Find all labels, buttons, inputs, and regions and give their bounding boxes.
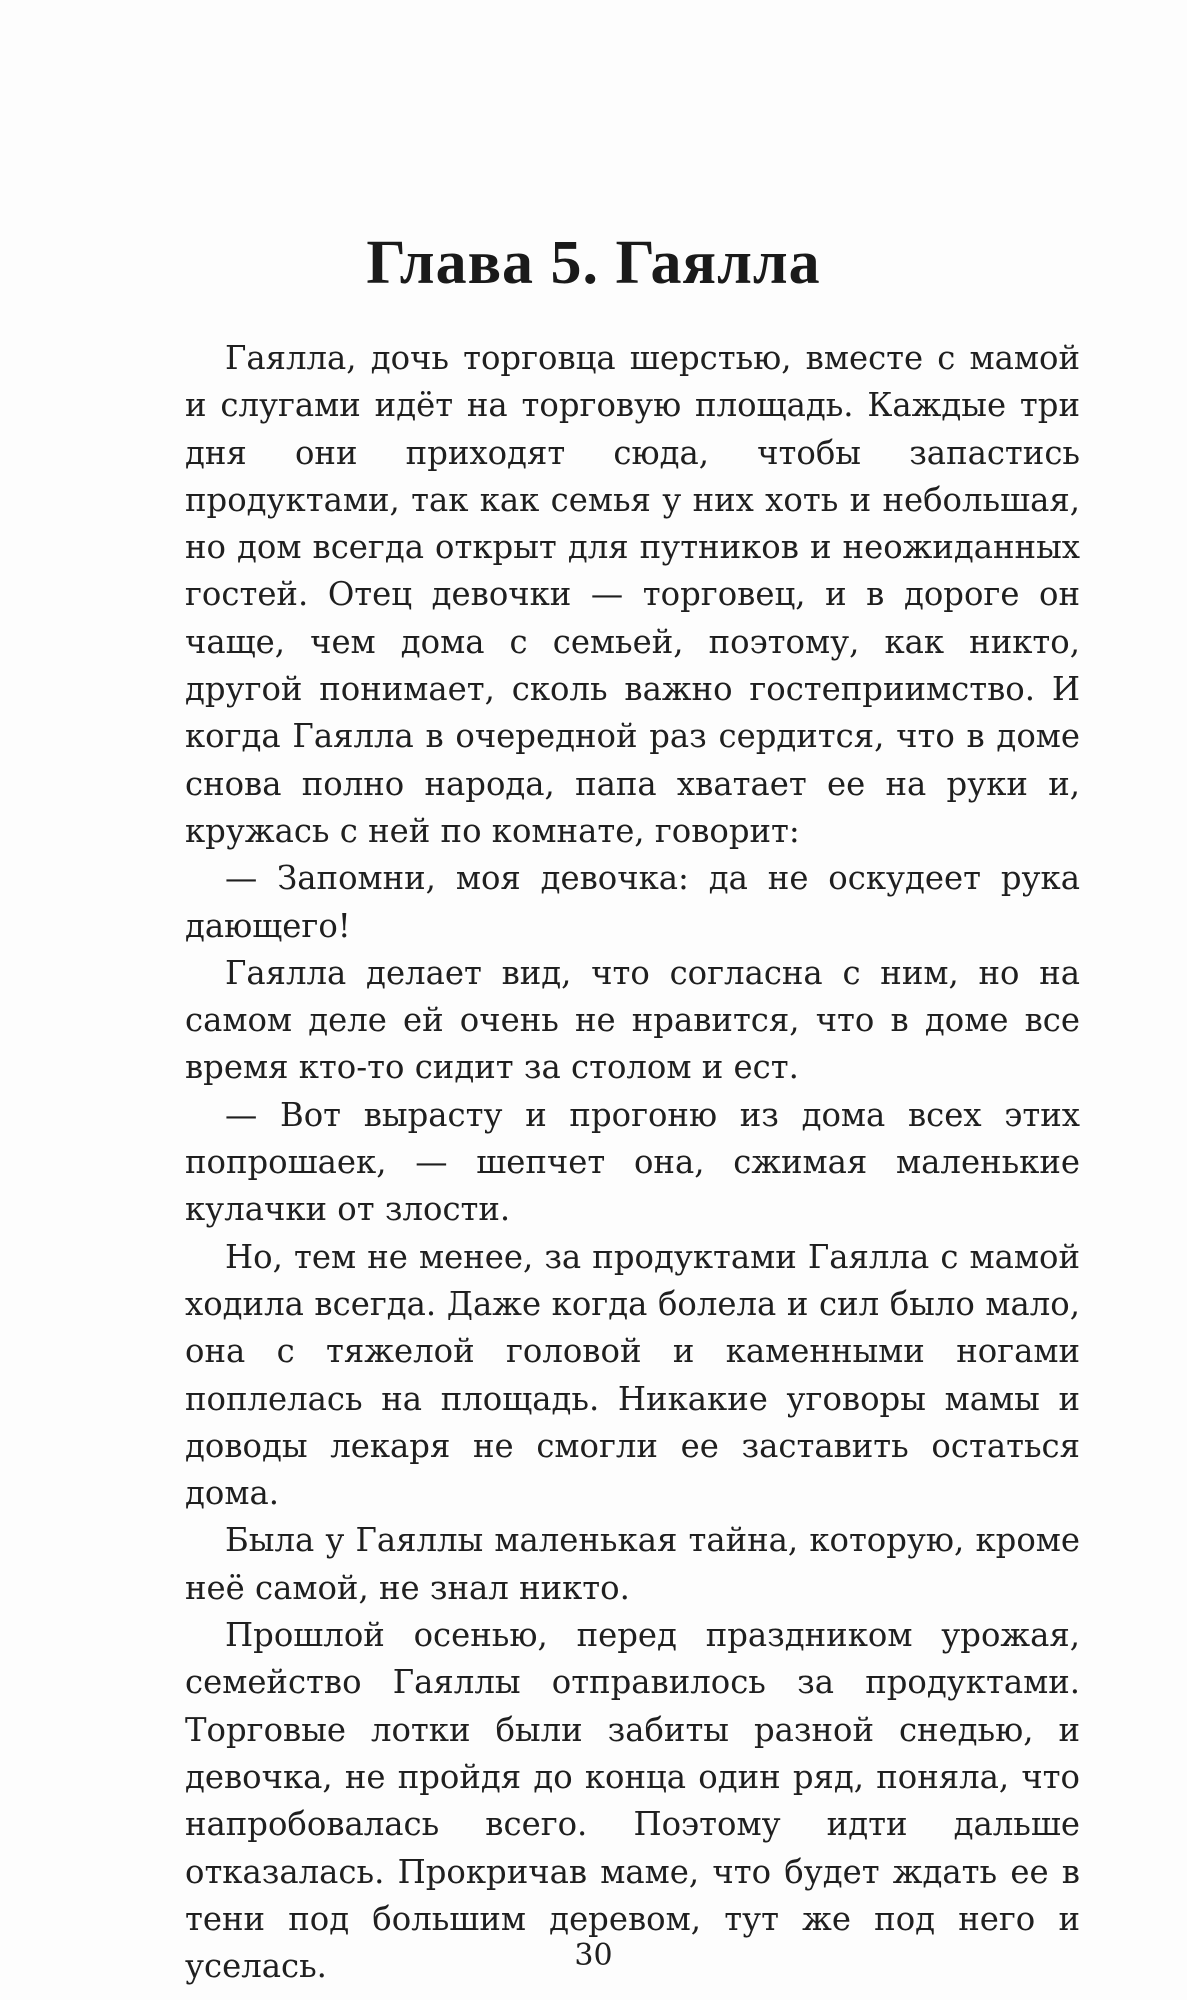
paragraph: — Запомни, моя девочка: да не оскудеет рука дающего! — [185, 859, 1080, 945]
paragraph: Гаялла делает вид, что согласна с ним, но на самом деле ей очень не нравится, что в доме все время кто-то сидит за столом и ест. — [185, 953, 1080, 1087]
paragraph: — Вот вырасту и прогоню из дома всех этих попрошаек, — шепчет она, сжимая маленькие кулачки от злости. — [185, 1095, 1080, 1229]
page-number: 30 — [574, 1938, 613, 1973]
chapter-body — [185, 335, 1080, 1990]
paragraph: Была у Гаяллы маленькая тайна, которую, кроме неё самой, не знал никто. — [185, 1521, 1080, 1607]
paragraph: Гаялла, дочь торговца шерстью, вместе с мамой и слугами идёт на торговую площадь. Каждые три дня они приходят сюда, чтобы запастись продуктами, так как семья у них хоть и небольшая, но дом всегда открыт для путников и неожиданных гостей. Отец девочки — торговец, и в дороге он чаще, чем дома с семьей, поэтому, как никто, другой понимает, сколь важно гостеприимство. И когда Гаялла в очередной раз сердится, что в доме снова полно народа, папа хватает ее на руки и, кружась с ней по комнате, говорит: — [185, 339, 1080, 850]
paragraph: Прошлой осенью, перед праздником урожая, семейство Гаяллы отправилось за продуктами. Торговые лотки были забиты разной снедью, и девочка, не пройдя до конца один ряд, поняла, что напробовалась всего. Поэтому идти дальше отказалась. Прокричав маме, что будет ждать ее в тени под большим деревом, тут же под него и уселась. — [185, 1616, 1080, 1986]
chapter-title: Глава 5. Гаялла — [366, 229, 821, 297]
paragraph: Но, тем не менее, за продуктами Гаялла с мамой ходила всегда. Даже когда болела и сил было мало, она с тяжелой головой и каменными ногами поплелась на площадь. Никакие уговоры мамы и доводы лекаря не смогли ее заставить остаться дома. — [185, 1237, 1080, 1513]
